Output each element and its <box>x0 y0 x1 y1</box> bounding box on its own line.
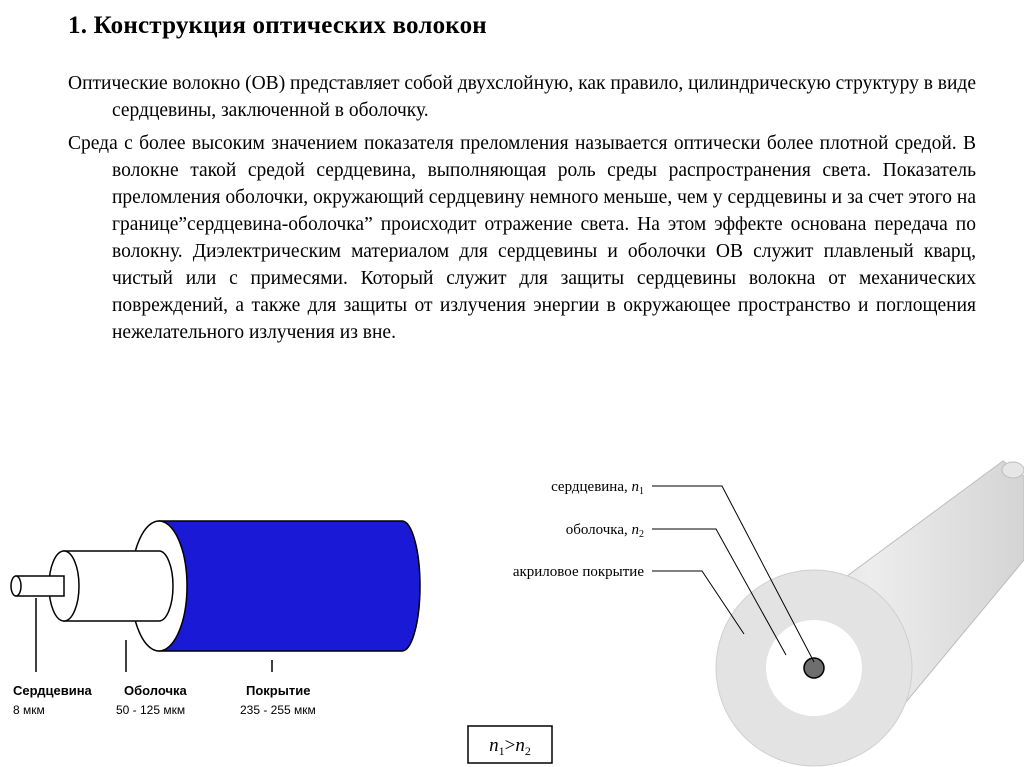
coating-callout: акриловое покрытие <box>512 564 644 580</box>
coating-label: Покрытие <box>246 683 311 698</box>
cone-tip <box>1002 462 1024 478</box>
index-formula <box>468 726 552 763</box>
cable-cross-section <box>11 521 420 717</box>
cladding-label: Оболочка <box>124 683 187 698</box>
coating-size: 235 - 255 мкм <box>240 703 316 717</box>
cladding-body <box>64 551 173 621</box>
core-end-face <box>11 576 21 596</box>
core-label: Сердцевина <box>13 683 92 698</box>
paragraph-intro: Оптические волокно (ОВ) представляет собой двухслойную, как правило, цилиндрическую структуру в виде сердцевины, заключенной в оболочку. <box>68 73 976 121</box>
paragraph-details: Среда с более высоким значением показателя преломления называется оптически более плотной средой. В волокне такой средой сердцевина, выполняющая роль среды распространения света. Показатель преломления оболочки, окружающий сердцевину немного меньше, чем у сердцевины и за счет этого на границе”сердцевина-оболочка” происходит отражение света. На этом эффекте основана передача по волокну. Диэлектрическим материалом для сердцевины и оболочки ОВ служит плавленый кварц, чистый или с примесями. Который служит для защиты сердцевины волокна от механических повреждений, а также для защиты от излучения энергии в окружающее пространство и поглощения нежелательного излучения из вне. <box>68 133 976 343</box>
core-callout: сердцевина, $n_1$ <box>551 479 644 497</box>
slide-title: 1. Конструкция оптических волокон <box>68 12 487 39</box>
coating-body <box>159 521 420 651</box>
core-size: 8 мкм <box>13 703 45 717</box>
core-rod <box>16 576 64 596</box>
cladding-size: 50 - 125 мкм <box>116 703 186 717</box>
fiber-cone <box>513 461 1024 766</box>
cladding-callout: оболочка, $n_2$ <box>565 522 644 540</box>
formula-text: $n_1>n_2$ <box>489 735 531 758</box>
